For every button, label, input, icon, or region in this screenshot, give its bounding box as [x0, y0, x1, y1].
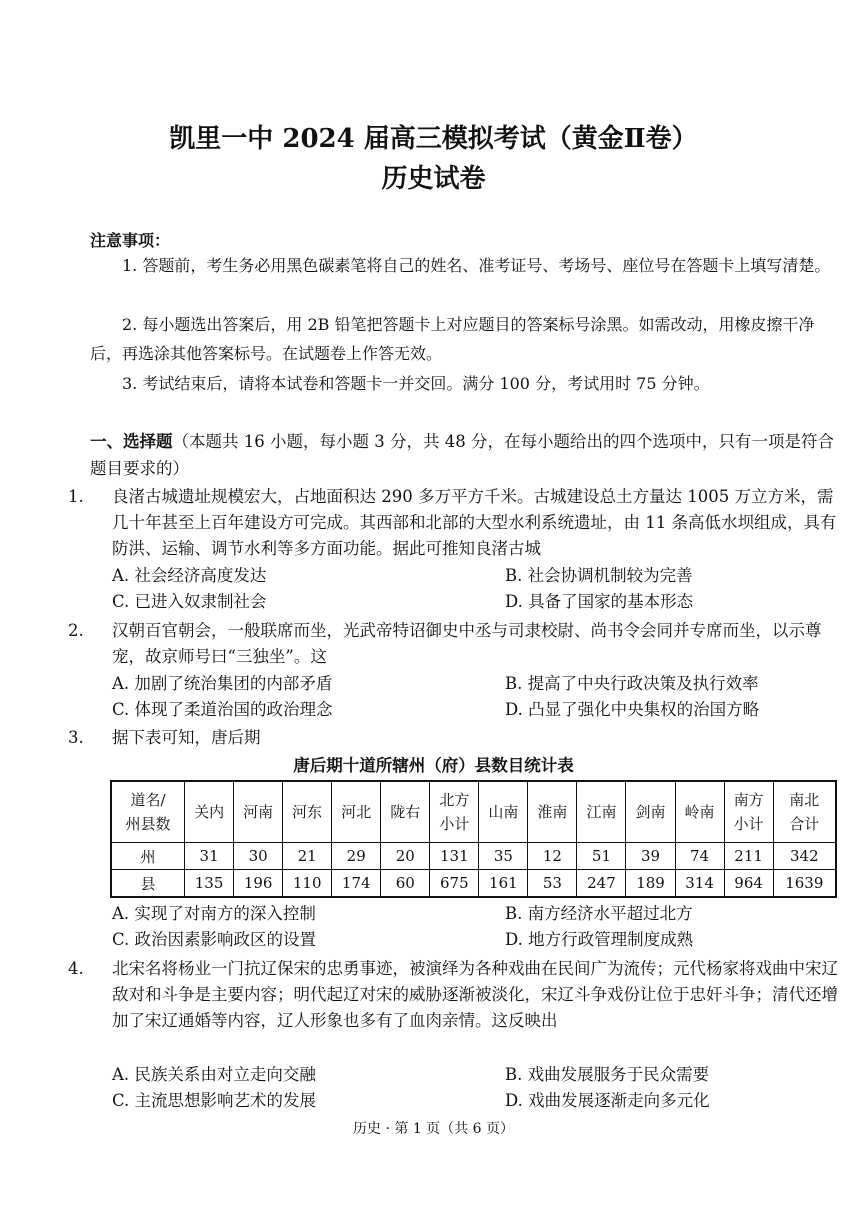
question-number: 2.	[68, 621, 84, 640]
table-corner-cell	[111, 781, 185, 843]
option-b: B. 提高了中央行政决策及执行效率	[505, 674, 759, 693]
table-cell: 247	[577, 870, 626, 898]
column-header-label: 南北	[789, 791, 820, 809]
question-stem	[68, 956, 842, 1034]
column-header-label: 剑南	[635, 803, 666, 821]
option-a: A. 社会经济高度发达	[112, 566, 267, 585]
column-header-label: 江南	[586, 803, 617, 821]
section-heading: 一、选择题	[90, 432, 173, 451]
table-cell: 131	[430, 843, 479, 870]
question-number: 1.	[68, 487, 84, 506]
question-text: 据下表可知，唐后期	[112, 728, 261, 747]
option-c: C. 主流思想影响艺术的发展	[112, 1091, 317, 1110]
column-header-label: 淮南	[537, 803, 568, 821]
option-b: B. 社会协调机制较为完善	[505, 566, 693, 585]
table-cell: 60	[381, 870, 430, 898]
corner-label-bottom: 州县数	[125, 815, 171, 833]
column-header-label: 小计	[733, 815, 764, 833]
option-b: B. 戏曲发展服务于民众需要	[505, 1065, 710, 1084]
question-text: 汉朝百官朝会，一般联席而坐，光武帝特诏御史中丞与司隶校尉、尚书令会同并专席而坐，以示尊宠，故京师号曰“三独坐”。这	[112, 621, 822, 666]
table-cell: 135	[185, 870, 234, 898]
table-cell: 196	[234, 870, 283, 898]
column-header	[675, 781, 724, 843]
exam-subject: 历史试卷	[381, 164, 486, 194]
section-instruction: （本题共 16 小题，每小题 3 分，共 48 分，在每小题给出的四个选项中，只有一项是符合题目要求的）	[90, 432, 834, 478]
table-cell: 211	[724, 843, 773, 870]
table-cell: 29	[332, 843, 381, 870]
table-cell: 964	[724, 870, 773, 898]
column-header-label: 岭南	[684, 803, 715, 821]
column-header-label: 陇右	[390, 803, 421, 821]
option-c: C. 政治因素影响政区的设置	[112, 930, 317, 949]
table-cell: 30	[234, 843, 283, 870]
corner-label-top: 道名/	[130, 791, 166, 809]
option-b: B. 南方经济水平超过北方	[505, 904, 693, 923]
column-header	[773, 781, 836, 843]
column-header	[283, 781, 332, 843]
question-stem	[68, 484, 842, 562]
table-cell: 1639	[773, 870, 836, 898]
question-2	[68, 618, 842, 670]
column-header	[479, 781, 528, 843]
notice-item: 2. 每小题选出答案后，用 2B 铅笔把答题卡上对应题目的答案标号涂黑。如需改动，用橡皮擦干净后，再选涂其他答案标号。在试题卷上作答无效。	[90, 315, 815, 363]
table-cell: 161	[479, 870, 528, 898]
column-header	[234, 781, 283, 843]
column-header	[332, 781, 381, 843]
option-c: C. 体现了柔道治国的政治理念	[112, 700, 333, 719]
question-text: 良渚古城遗址规模宏大，占地面积达 290 多万平方千米。古城建设总土方量达 1005 万立方米，需几十年甚至上百年建设方可完成。其西部和北部的大型水利系统遗址，由 11 条高低水坝组成，具有防洪、运输、调节水利等多方面功能。据此可推知良渚古城	[112, 487, 837, 558]
column-header-label: 北方	[439, 791, 470, 809]
page-footer: 历史 · 第 1 页（共 6 页）	[353, 1121, 514, 1137]
row-label: 县	[111, 870, 185, 898]
table-cell: 314	[675, 870, 724, 898]
notice-item: 1. 答题前，考生务必用黑色碳素笔将自己的姓名、准考证号、考场号、座位号在答题卡上填写清楚。	[122, 256, 831, 275]
column-header	[381, 781, 430, 843]
column-header	[724, 781, 773, 843]
table-cell: 51	[577, 843, 626, 870]
table-cell: 342	[773, 843, 836, 870]
option-a: A. 实现了对南方的深入控制	[112, 904, 316, 923]
table-row	[111, 870, 836, 898]
table-row	[111, 843, 836, 870]
column-header-label: 山南	[488, 803, 519, 821]
column-header-label: 合计	[789, 815, 820, 833]
column-header-label: 河北	[341, 803, 372, 821]
notice-heading: 注意事项：	[90, 231, 171, 250]
option-d: D. 戏曲发展逐渐走向多元化	[505, 1091, 710, 1110]
column-header	[577, 781, 626, 843]
column-header-label: 河东	[292, 803, 323, 821]
column-header-label: 小计	[439, 815, 470, 833]
column-header-label: 南方	[733, 791, 764, 809]
table-cell: 675	[430, 870, 479, 898]
column-header-label: 关内	[194, 803, 225, 821]
table-cell: 20	[381, 843, 430, 870]
column-header	[430, 781, 479, 843]
column-header	[626, 781, 675, 843]
option-a: A. 加剧了统治集团的内部矛盾	[112, 674, 333, 693]
notice-item: 3. 考试结束后，请将本试卷和答题卡一并交回。满分 100 分，考试用时 75 分钟。	[122, 374, 710, 393]
table-cell: 74	[675, 843, 724, 870]
question-text: 北宋名将杨业一门抗辽保宋的忠勇事迹，被演绎为各种戏曲在民间广为流传；元代杨家将戏曲中宋辽敌对和斗争是主要内容；明代起辽对宋的威胁逐渐被淡化，宋辽斗争戏份让位于忠奸斗争；清代还增加了宋辽通婚等内容，辽人形象也多有了血肉亲情。这反映出	[112, 959, 838, 1030]
section-header	[90, 428, 842, 482]
question-stem	[68, 618, 842, 670]
option-c: C. 已进入奴隶制社会	[112, 592, 267, 611]
question-1	[68, 484, 842, 562]
question-stem	[68, 725, 842, 751]
table-cell: 53	[528, 870, 577, 898]
table-title: 唐后期十道所辖州（府）县数目统计表	[293, 756, 574, 775]
option-d: D. 凸显了强化中央集权的治国方略	[505, 700, 760, 719]
column-header	[528, 781, 577, 843]
table-cell: 31	[185, 843, 234, 870]
question-4	[68, 956, 842, 1034]
option-d: D. 具备了国家的基本形态	[505, 592, 694, 611]
question-number: 3.	[68, 728, 84, 747]
question-3	[68, 725, 842, 751]
table-header-row	[111, 781, 836, 843]
row-label: 州	[111, 843, 185, 870]
column-header	[185, 781, 234, 843]
column-header-label: 河南	[243, 803, 274, 821]
table-cell: 39	[626, 843, 675, 870]
statistics-table	[110, 780, 837, 898]
question-number: 4.	[68, 959, 84, 978]
exam-title: 凯里一中 2024 届高三模拟考试（黄金Ⅱ卷）	[169, 124, 698, 154]
table-cell: 21	[283, 843, 332, 870]
table-cell: 35	[479, 843, 528, 870]
table-cell: 174	[332, 870, 381, 898]
table-cell: 12	[528, 843, 577, 870]
table-cell: 189	[626, 870, 675, 898]
table-cell: 110	[283, 870, 332, 898]
option-d: D. 地方行政管理制度成熟	[505, 930, 694, 949]
option-a: A. 民族关系由对立走向交融	[112, 1065, 316, 1084]
